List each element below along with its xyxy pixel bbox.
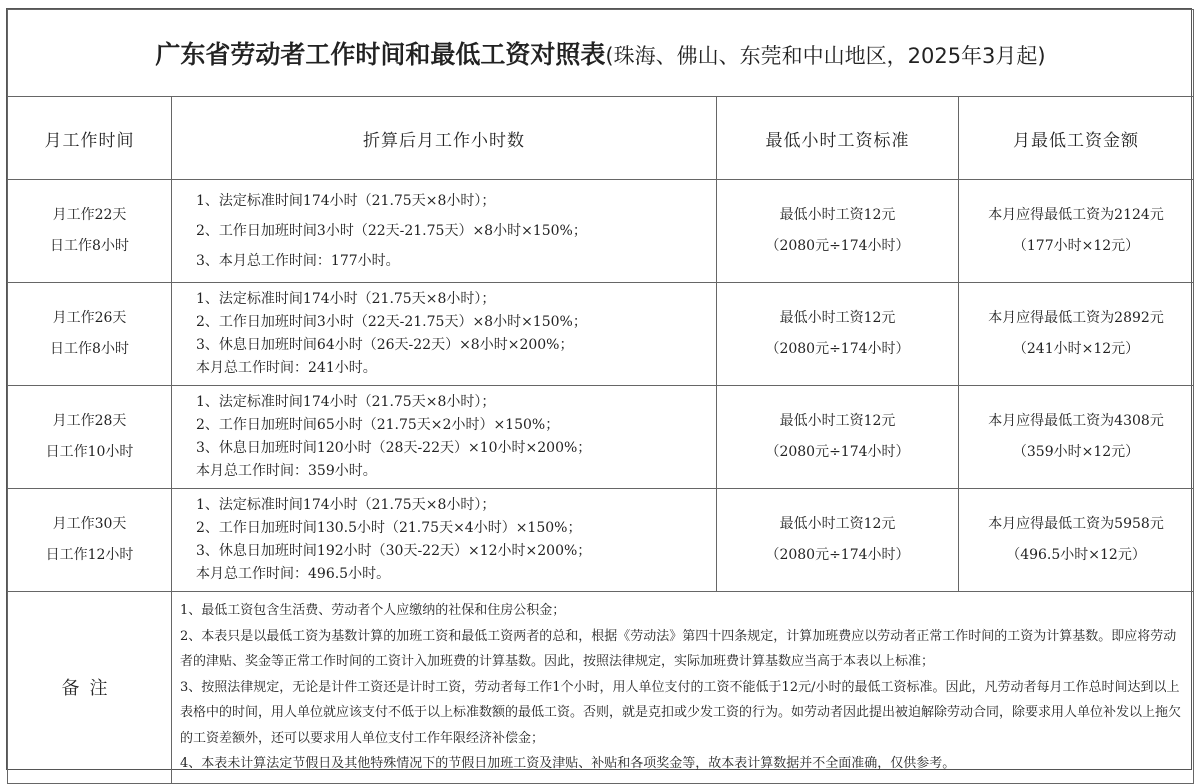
monthly-wage-formula: （177小时×12元）	[1012, 238, 1140, 254]
hours-line: 3、休息日加班时间192小时（30天-22天）×12小时×200%；	[196, 543, 592, 559]
title-row	[8, 10, 1194, 97]
monthly-wage: 本月应得最低工资为5958元	[988, 516, 1164, 532]
hours-line: 3、休息日加班时间64小时（26天-22天）×8小时×200%；	[196, 337, 574, 353]
title-main: 广东省劳动者工作时间和最低工资对照表	[155, 40, 606, 69]
monthly-wage-cell	[959, 180, 1194, 283]
hourly-wage: 最低小时工资12元	[779, 413, 896, 429]
table-row	[8, 489, 1194, 592]
note-item: 3、按照法律规定，无论是计件工资还是计时工资，劳动者每工作1个小时，用人单位支付的工资不能低于12元/小时的最低工资标准。因此，凡劳动者每月工作总时间达到以上表格中的时间，用人单位就应该支付不低于以上标准数额的最低工资。否则，就是克扣或少发工资的行为。如劳动者因此提出被迫解除劳动合同，除要求用人单位补发以上拖欠的工资差额外，还可以要求用人单位支付工作年限经济补偿金；	[180, 679, 1182, 746]
table-title	[8, 10, 1194, 97]
hourly-wage-formula: （2080元÷174小时）	[765, 238, 910, 254]
work-days: 月工作26天	[52, 310, 127, 326]
table-row	[8, 180, 1194, 283]
hourly-wage: 最低小时工资12元	[779, 310, 896, 326]
note-item: 2、本表只是以最低工资为基数计算的加班工资和最低工资两者的总和，根据《劳动法》第四十四条规定，计算加班费应以劳动者正常工作时间的工资为计算基数。即应将劳动者的津贴、奖金等正常工作时间的工资计入加班费的计算基数。因此，按照法律规定，实际加班费计算基数应当高于本表以上标准；	[180, 628, 1177, 669]
hours-cell	[172, 283, 717, 386]
work-hours-per-day: 日工作8小时	[50, 341, 129, 357]
table-row	[8, 386, 1194, 489]
hourly-wage-cell	[717, 386, 959, 489]
hours-line: 本月总工作时间：241小时。	[196, 360, 377, 376]
monthly-wage: 本月应得最低工资为2124元	[988, 207, 1164, 223]
notes-label: 备注	[8, 592, 172, 784]
hours-line: 2、工作日加班时间3小时（22天-21.75天）×8小时×150%；	[196, 223, 587, 239]
title-sub: (珠海、佛山、东莞和中山地区，2025年3月起)	[605, 44, 1046, 68]
hours-line: 2、工作日加班时间3小时（22天-21.75天）×8小时×150%；	[196, 314, 587, 330]
hourly-wage-formula: （2080元÷174小时）	[765, 444, 910, 460]
header-monthly-minimum: 月最低工资金额	[959, 97, 1194, 180]
monthly-wage: 本月应得最低工资为4308元	[988, 413, 1164, 429]
work-time-cell	[8, 180, 172, 283]
header-work-time: 月工作时间	[8, 97, 172, 180]
work-days: 月工作30天	[52, 516, 127, 532]
monthly-wage-cell	[959, 283, 1194, 386]
work-hours-per-day: 日工作12小时	[45, 547, 134, 563]
monthly-wage-formula: （241小时×12元）	[1012, 341, 1140, 357]
work-time-cell	[8, 386, 172, 489]
monthly-wage-formula: （359小时×12元）	[1012, 444, 1140, 460]
hours-line: 2、工作日加班时间130.5小时（21.75天×4小时）×150%；	[196, 520, 582, 536]
hours-line: 3、本月总工作时间：177小时。	[196, 253, 400, 269]
hours-line: 1、法定标准时间174小时（21.75天×8小时）；	[196, 394, 496, 410]
table-row	[8, 283, 1194, 386]
header-row	[8, 97, 1194, 180]
header-hourly-minimum: 最低小时工资标准	[717, 97, 959, 180]
hourly-wage-cell	[717, 489, 959, 592]
hourly-wage: 最低小时工资12元	[779, 207, 896, 223]
work-time-cell	[8, 489, 172, 592]
wage-comparison-table	[7, 9, 1194, 784]
hours-cell	[172, 386, 717, 489]
monthly-wage-formula: （496.5小时×12元）	[1006, 547, 1146, 563]
hours-line: 2、工作日加班时间65小时（21.75天×2小时）×150%；	[196, 417, 560, 433]
hours-line: 本月总工作时间：359小时。	[196, 463, 377, 479]
hours-line: 3、休息日加班时间120小时（28天-22天）×10小时×200%；	[196, 440, 592, 456]
notes-body	[172, 592, 1194, 784]
hourly-wage-formula: （2080元÷174小时）	[765, 341, 910, 357]
wage-table-document	[6, 8, 1192, 770]
hours-cell	[172, 489, 717, 592]
notes-row	[8, 592, 1194, 784]
work-days: 月工作28天	[52, 413, 127, 429]
hourly-wage-cell	[717, 180, 959, 283]
work-time-cell	[8, 283, 172, 386]
note-item: 4、本表未计算法定节假日及其他特殊情况下的节假日加班工资及津贴、补贴和各项奖金等，故本表计算数据并不全面准确，仅供参考。	[180, 756, 956, 771]
hours-line: 1、法定标准时间174小时（21.75天×8小时）；	[196, 193, 496, 209]
monthly-wage: 本月应得最低工资为2892元	[988, 310, 1164, 326]
monthly-wage-cell	[959, 386, 1194, 489]
hours-line: 本月总工作时间：496.5小时。	[196, 566, 391, 582]
hours-line: 1、法定标准时间174小时（21.75天×8小时）；	[196, 497, 496, 513]
hourly-wage-formula: （2080元÷174小时）	[765, 547, 910, 563]
note-item: 1、最低工资包含生活费、劳动者个人应缴纳的社保和住房公积金；	[180, 603, 566, 618]
monthly-wage-cell	[959, 489, 1194, 592]
hourly-wage: 最低小时工资12元	[779, 516, 896, 532]
work-days: 月工作22天	[52, 207, 127, 223]
hours-line: 1、法定标准时间174小时（21.75天×8小时）；	[196, 291, 496, 307]
work-hours-per-day: 日工作10小时	[45, 444, 134, 460]
hourly-wage-cell	[717, 283, 959, 386]
header-converted-hours: 折算后月工作小时数	[172, 97, 717, 180]
hours-cell	[172, 180, 717, 283]
work-hours-per-day: 日工作8小时	[50, 238, 129, 254]
